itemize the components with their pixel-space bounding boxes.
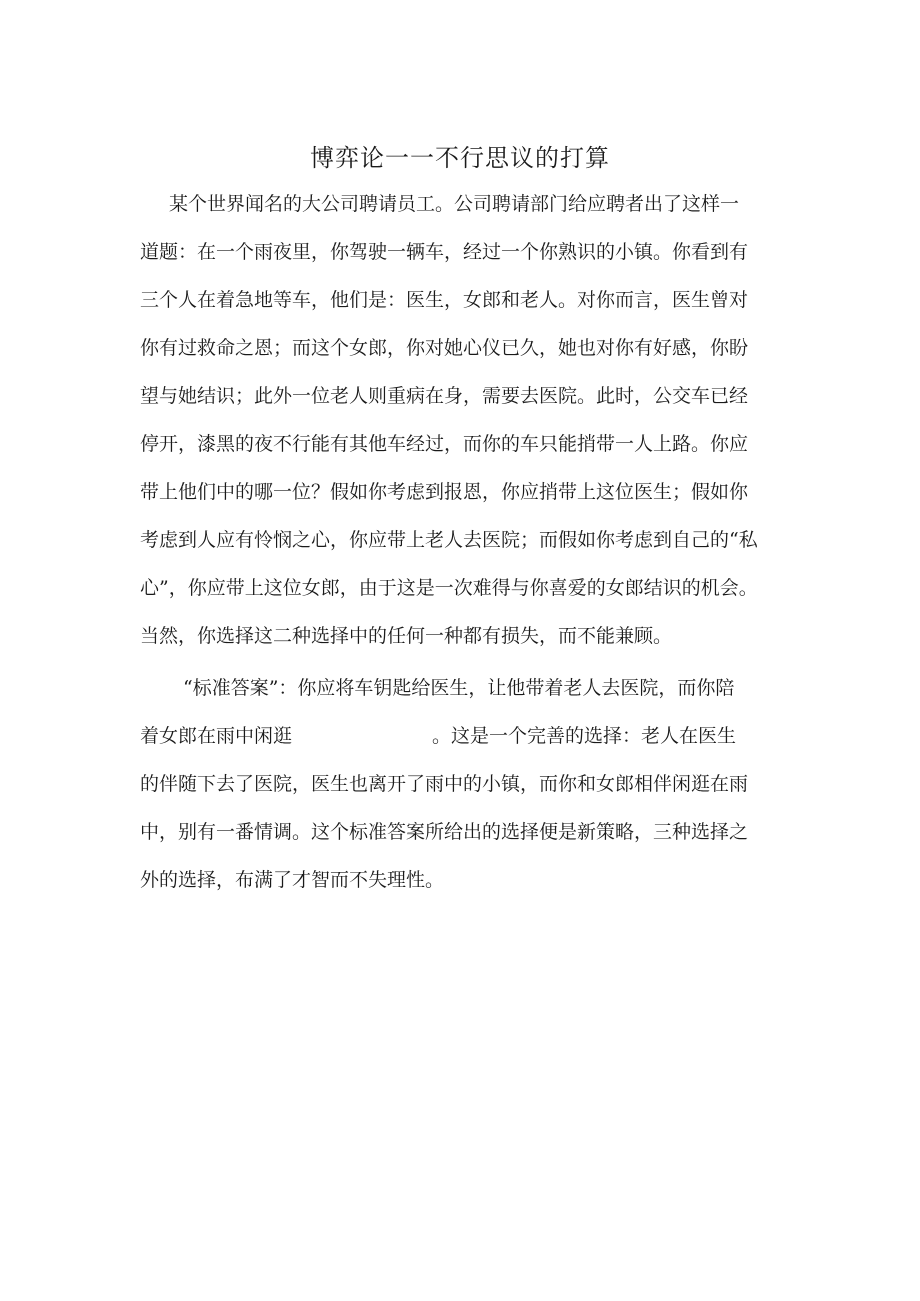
paragraph-1-line-4: 你有过救命之恩；而这个女郎，你对她心仪已久，她也对你有好感，你盼 <box>140 337 749 359</box>
document-title: 博弈论一一不行思议的打算 <box>310 144 610 172</box>
paragraph-1-line-1: 某个世界闻名的大公司聘请员工。公司聘请部门给应聘者出了这样一 <box>169 193 740 215</box>
paragraph-2-line-1: “标准答案”：你应将车钥匙给医生，让他带着老人去医院，而你陪 <box>183 677 735 699</box>
paragraph-1-line-7: 带上他们中的哪一位？假如你考虑到报恩，你应捎带上这位医生；假如你 <box>140 481 749 503</box>
paragraph-2-line-4: 中，别有一番情调。这个标准答案所给出的选择便是新策略，三种选择之 <box>140 821 749 843</box>
paragraph-2-line-3: 的伴随下去了医院，医生也离开了雨中的小镇，而你和女郎相伴闲逛在雨 <box>140 773 749 795</box>
paragraph-2-line-5: 外的选择，布满了才智而不失理性。 <box>140 869 445 891</box>
paragraph-1-line-5: 望与她结识；此外一位老人则重病在身，需要去医院。此时，公交车已经 <box>140 385 749 407</box>
paragraph-1-line-3: 三个人在着急地等车，他们是：医生，女郎和老人。对你而言，医生曾对 <box>140 289 749 311</box>
paragraph-1-line-9: 心”，你应带上这位女郎，由于这是一次难得与你喜爱的女郎结识的机会。 <box>140 577 758 599</box>
paragraph-1-line-2: 道题：在一个雨夜里，你驾驶一辆车，经过一个你熟识的小镇。你看到有 <box>140 241 749 263</box>
paragraph-2-line-2-part-1: 着女郎在雨中闲逛 <box>140 725 293 747</box>
paragraph-2-line-2-part-2: 。这是一个完善的选择：老人在医生 <box>432 725 737 747</box>
paragraph-1-line-6: 停开，漆黑的夜不行能有其他车经过，而你的车只能捎带一人上路。你应 <box>140 433 749 455</box>
paragraph-1-line-10: 当然，你选择这二种选择中的任何一种都有损失，而不能兼顾。 <box>140 625 673 647</box>
paragraph-2-line-2 <box>140 721 736 751</box>
paragraph-1-line-8: 考虑到人应有怜悯之心，你应带上老人去医院；而假如你考虑到自己的“私 <box>140 529 758 551</box>
